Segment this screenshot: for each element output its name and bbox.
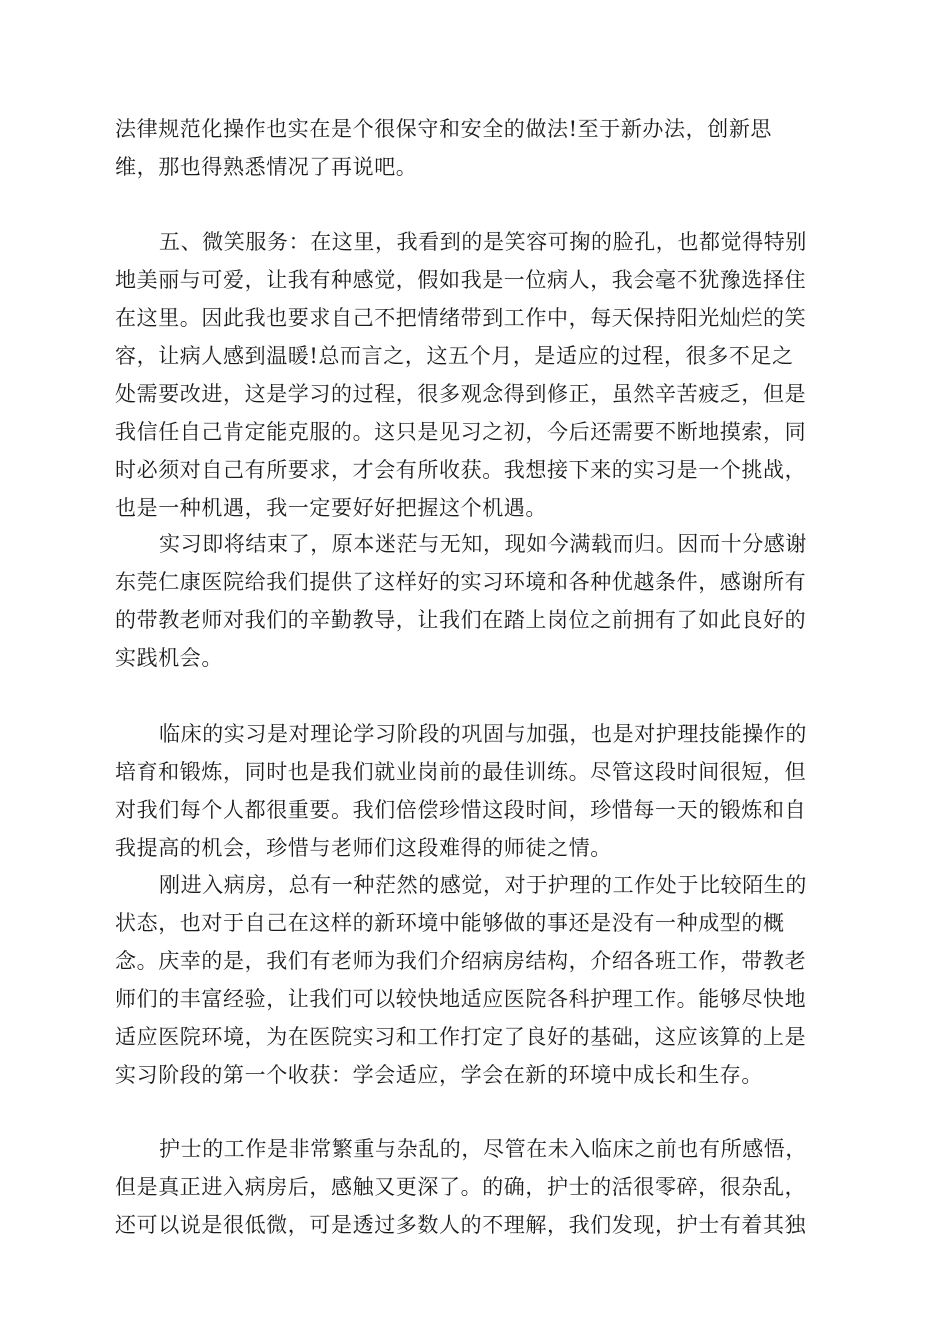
paragraph-line: 但是真正进入病房后，感触又更深了。的确，护士的活很零碎，很杂乱， — [115, 1175, 807, 1199]
paragraph-line: 在这里。因此我也要求自己不把情绪带到工作中，每天保持阳光灿烂的笑 — [115, 306, 807, 330]
paragraph-line: 刚进入病房，总有一种茫然的感觉，对于护理的工作处于比较陌生的 — [159, 873, 807, 897]
paragraph-line: 处需要改进，这是学习的过程，很多观念得到修正，虽然辛苦疲乏，但是 — [115, 382, 807, 406]
paragraph-5 — [115, 866, 835, 1094]
paragraph-line: 容，让病人感到温暖!总而言之，这五个月，是适应的过程，很多不足之 — [115, 344, 794, 368]
paragraph-line: 法律规范化操作也实在是个很保守和安全的做法!至于新办法，创新思 — [115, 117, 773, 141]
paragraph-line: 对我们每个人都很重要。我们倍偿珍惜这段时间，珍惜每一天的锻炼和自 — [115, 798, 807, 822]
paragraph-1 — [115, 110, 835, 186]
paragraph-line: 地美丽与可爱，让我有种感觉，假如我是一位病人，我会毫不犹豫选择住 — [115, 268, 807, 292]
paragraph-line: 实习阶段的第一个收获：学会适应，学会在新的环境中成长和生存。 — [115, 1063, 763, 1087]
paragraph-line: 还可以说是很低微，可是透过多数人的不理解，我们发现，护士有着其独 — [115, 1213, 807, 1237]
paragraph-line: 我提高的机会，珍惜与老师们这段难得的师徒之情。 — [115, 836, 612, 860]
paragraph-line: 状态，也对于自己在这样的新环境中能够做的事还是没有一种成型的概 — [115, 911, 785, 935]
paragraph-4 — [115, 715, 835, 867]
paragraph-line: 的带教老师对我们的辛勤教导，让我们在踏上岗位之前拥有了如此良好的 — [115, 608, 807, 632]
paragraph-line: 我信任自己肯定能克服的。这只是见习之初，今后还需要不断地摸索，同 — [115, 420, 807, 444]
paragraph-line: 时必须对自己有所要求，才会有所收获。我想接下来的实习是一个挑战， — [115, 458, 807, 482]
paragraph-line: 念。庆幸的是，我们有老师为我们介绍病房结构，介绍各班工作，带教老 — [115, 949, 807, 973]
paragraph-line: 维，那也得熟悉情况了再说吧。 — [115, 155, 418, 179]
paragraph-line: 适应医院环境，为在医院实习和工作打定了良好的基础，这应该算的上是 — [115, 1025, 807, 1049]
paragraph-line: 临床的实习是对理论学习阶段的巩固与加强，也是对护理技能操作的 — [159, 722, 807, 746]
paragraph-line: 实践机会。 — [115, 646, 223, 670]
paragraph-line: 护士的工作是非常繁重与杂乱的，尽管在未入临床之前也有所感悟， — [159, 1137, 807, 1161]
paragraph-line: 五、微笑服务：在这里，我看到的是笑容可掬的脸孔，也都觉得特别 — [159, 230, 807, 254]
paragraph-2 — [115, 223, 835, 527]
paragraph-6 — [115, 1130, 835, 1244]
paragraph-line: 师们的丰富经验，让我们可以较快地适应医院各科护理工作。能够尽快地 — [115, 987, 807, 1011]
paragraph-3 — [115, 525, 835, 677]
paragraph-line: 东莞仁康医院给我们提供了这样好的实习环境和各种优越条件，感谢所有 — [115, 570, 807, 594]
paragraph-line: 实习即将结束了，原本迷茫与无知，现如今满载而归。因而十分感谢 — [159, 532, 807, 556]
paragraph-line: 也是一种机遇，我一定要好好把握这个机遇。 — [115, 496, 547, 520]
paragraph-line: 培育和锻炼，同时也是我们就业岗前的最佳训练。尽管这段时间很短，但 — [115, 760, 807, 784]
